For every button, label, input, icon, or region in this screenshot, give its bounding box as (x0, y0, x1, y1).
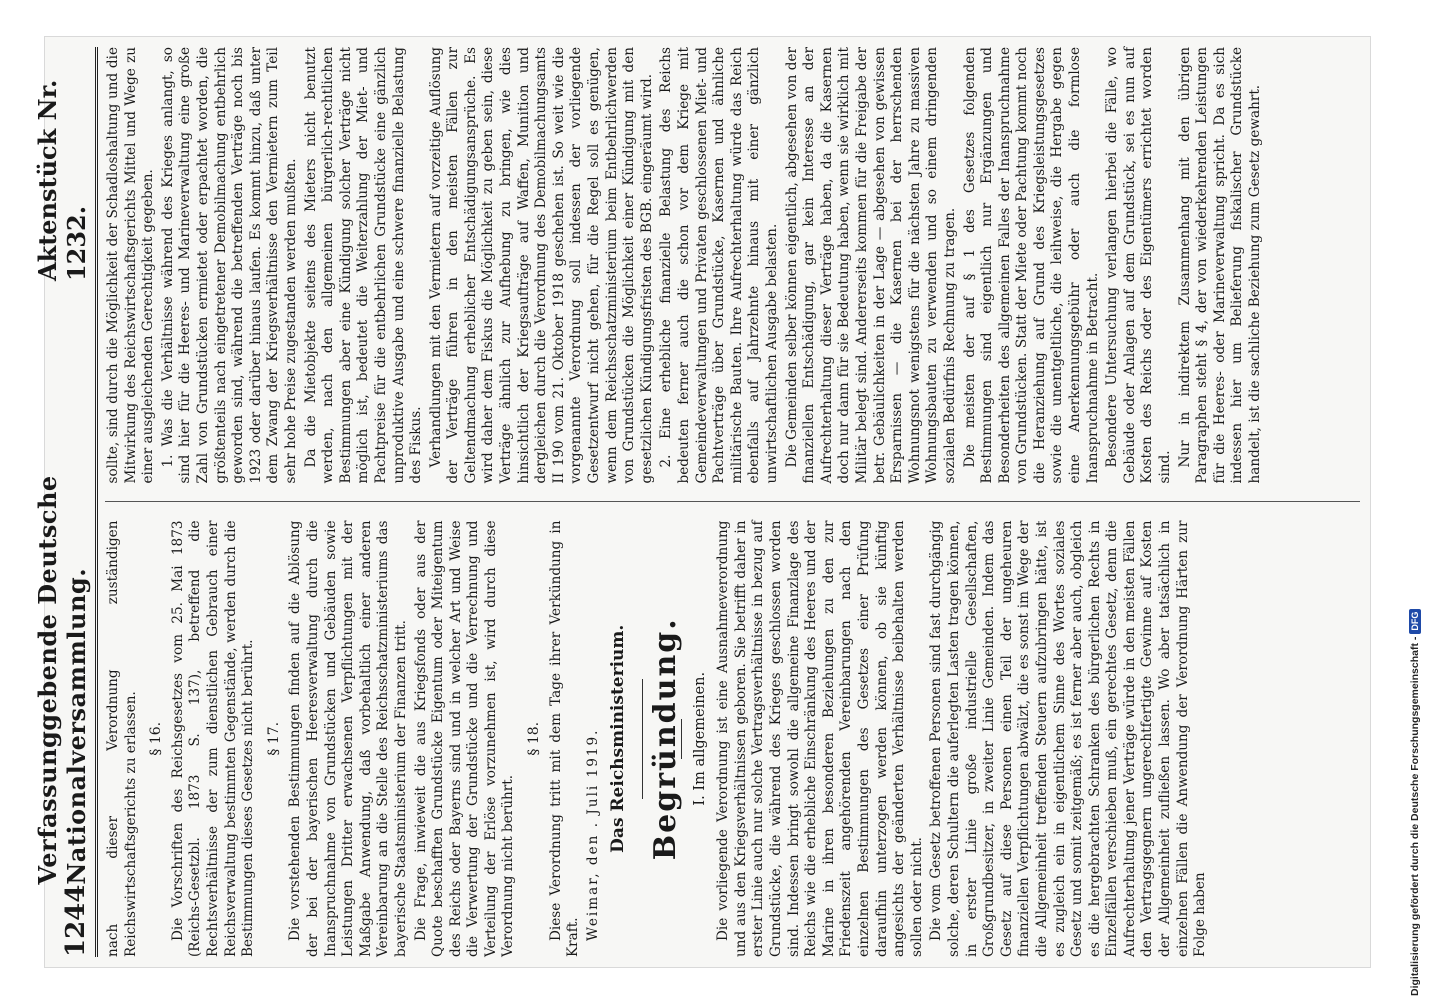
place-date-line: Weimar, den . Juli 1919. (584, 728, 601, 941)
paragraph: Die Gemeinden selber können eigentlich, abgesehen von der finanziellen Entschädigung, gar kein Interesse an der Aufrechterhaltung dieser Verträge haben, da die Kasernen doch nur dann für sie Bedeutung haben, wenn sie wirklich mit Militär belegt sind. Andererseits kommen für die Freigabe der betr. Gebäulichkeiten in der Lage — abgesehen von gewissen Ersparnissen — die Kasernen bei der herrschenden Wohnungsnot wenigstens für die nächsten Jahre zu massiven Wohnungsbauten zu verwenden und so einem dringenden sozialen Bedürfnis Rechnung zu tragen. (783, 47, 958, 484)
paragraph: Verhandlungen mit den Vermietern auf vorzeitige Auflösung der Verträge führen in den meisten Fällen zur Geltendmachung erheblicher Entschädigungsansprüche. Es wird daher dem Fiskus die Möglichkeit zu geben sein, diese Verträge ähnlich zur Aufhebung zu bringen, wie dies hinsichtlich der Kriegsaufträge auf Waffen, Munition und dergleichen durch die Verordnung des Demobilmachungsamts II 190 vom 21. Oktober 1918 geschehen ist. So weit wie die vorgenannte Verordnung soll indessen der vorliegende Gesetzentwurf nicht gehen, für die Regel soll es genügen, wenn dem Reichsschatzministerium beim Entbehrlichwerden von Grundstücken die Möglichkeit einer Kündigung mit den gesetzlichen Kündigungsfristen des BGB. eingeräumt wird. (427, 47, 655, 484)
caption-text: Digitalisierung gefördert durch die Deutsche Forschungsgemeinschaft - (1409, 636, 1421, 996)
paragraph: Die vorstehenden Bestimmungen finden auf die Ablösung der bei der bayerischen Heeresverwaltung durch die Inanspruchnahme von Grundstücken und Gebäuden sowie Leistungen Dritter erwachsenen Verpflichtungen mit der Maßgabe Anwendung, daß vorbehaltlich einer anderen Vereinbarung an die Stelle des Reichsschatzministeriums das bayerische Staatsministerium der Finanzen tritt. (287, 520, 409, 957)
section-heading: § 18. (526, 721, 543, 756)
signatory: Das Reichsministerium. (608, 624, 629, 853)
paragraph: sollte, sind durch die Möglichkeit der Schadloshaltung und die Mitwirkung des Reichswirtschaftsgerichts Mittel und Wege zu einer ausgleichenden Gerechtigkeit gegeben. (105, 47, 157, 484)
left-column (105, 521, 1360, 958)
section-heading: § 17. (265, 721, 282, 756)
page-header (33, 47, 98, 957)
right-column (105, 47, 1360, 484)
dfg-logo: DFG (1409, 609, 1421, 634)
paragraph: 2. Eine erhebliche finanzielle Belastung des Reichs bedeuten ferner auch die schon vor dem Kriege mit Gemeindeverwaltungen und Privaten geschlossenen Miet- und Pachtverträge über Grundstücke, Kasernen und ähnliche militärische Bauten. Ihre Aufrechterhaltung würde das Reich ebenfalls auf Jahrzehnte hinaus mit einer gänzlich unwirtschaftlichen Ausgabe belasten. (658, 47, 780, 484)
document-page (33, 37, 1370, 967)
paragraph: Die vorliegende Verordnung ist eine Ausnahmeverordnung und aus den Kriegsverhältnissen geboren. Sie betrifft daher in erster Linie auch nur solche Vertragsverhältnisse in bezug auf Grundstücke, die während des Krieges geschlossen worden sind. Indessen bringt sowohl die allgemeine Finanzlage des Reichs wie die erhebliche Einschränkung des Heeres und der Marine in ihren besonderen Beziehungen zu den zur Friedenszeit angehörenden Vereinbarungen nach den einzelnen Bestimmungen des Gesetzes einer Prüfung daraufhin unterzogen werden können, ob sie künftig angesichts der geänderten Verhältnisse beibehalten werden sollen oder nicht. (715, 520, 925, 957)
paragraph: Die vom Gesetz betroffenen Personen sind fast durchgängig solche, deren Schultern die auferlegten Lasten tragen können, in erster Linie große industrielle Gesellschaften, Großgrundbesitzer, in zweiter Linie Gemeinden. Indem das Gesetz auf diese Personen einen Teil der ungeheuren finanziellen Verpflichtungen abwälzt, die es sonst im Wege der die Allgemeinheit treffenden Steuern aufzubringen hätte, ist es zugleich ein in eigentlichem Sinne des Wortes soziales Gesetz und somit zeitgemäß; es ist ferner aber auch, obgleich es die hergebrachten Schranken des bürgerlichen Rechts in Einzelfällen verschieben muß, ein gerechtes Gesetz, denn die Aufrechterhaltung jener Verträge würde in den meisten Fällen den Vertragsgegnern ungerechtfertigte Gewinne auf Kosten der Allgemeinheit zufließen lassen. Wo aber tatsächlich in einzelnen Fällen die Anwendung der Verordnung Härten zur Folge haben (928, 520, 1209, 957)
main-heading: Begründung. (648, 617, 684, 861)
document-reference: Aktenstück Nr. 1232. (33, 79, 91, 282)
paragraph: Besondere Untersuchung verlangen hierbei die Fälle, wo Gebäude oder Anlagen auf dem Grundstück, sei es nun auf Kosten des Reichs oder des Eigentümers errichtet worden sind. (1104, 47, 1174, 484)
paragraph: Die meisten der auf § 1 des Gesetzes folgenden Bestimmungen sind eigentlich nur Ergänzungen und Besonderheiten des allgemeinen Falles der Inanspruchnahme von Grundstücken. Statt der Miete oder Pachtung kommt noch die Heranziehung auf Grund des Kriegsleistungsgesetzes sowie die unentgeltliche, die leihweise, die Hergabe gegen eine Anerkennungsgebühr oder auch die formlose Inanspruchnahme in Betracht. (961, 47, 1101, 484)
section-heading: § 16. (148, 721, 165, 756)
paragraph: Die Frage, inwieweit die aus Kriegsfonds oder aus der Quote beschafften Grundstücke Eigentum oder Miteigentum des Reichs oder Bayerns sind und in welcher Art und Weise die Verwertung der Grundstücke und die Verrechnung und Verteilung der Erlöse vorzunehmen ist, wird durch diese Verordnung nicht berührt. (412, 520, 517, 957)
text-columns (105, 47, 1360, 957)
paragraph: Da die Mietobjekte seitens des Mieters nicht benutzt werden, nach den allgemeinen bürgerlich-rechtlichen Bestimmungen aber eine Kündigung solcher Verträge nicht möglich ist, bedeutet die Weiterzahlung der Miet- und Pachtpreise für die entbehrlichen Grundstücke eine gänzlich unproduktive Ausgabe und eine schwere finanzielle Belastung des Fiskus. (302, 47, 425, 484)
subheading: I. Im allgemeinen. (691, 671, 708, 806)
paragraph: Die Vorschriften des Reichsgesetzes vom 25. Mai 1873 (Reichs-Gesetzbl. 1873 S. 137), betreffend die Rechtsverhältnisse der zum dienstlichen Gebrauch einer Reichsverwaltung bestimmten Gegenstände, werden durch die Bestimmungen dieses Gesetzes nicht berührt. (169, 520, 257, 957)
paragraph: Nur in indirektem Zusammenhang mit den übrigen Paragraphen steht § 4, der von wiederkehrenden Leistungen für die Heeres- oder Marineverwaltung spricht. Da es sich indessen hier um Belieferung fiskalischer Grundstücke handelt, ist die sachliche Beziehung zum Gesetz gewahrt. (1176, 47, 1263, 484)
paragraph: Diese Verordnung tritt mit dem Tage ihrer Verkündung in Kraft. (547, 520, 582, 957)
paragraph: 1. Was die Verhältnisse während des Krieges anlangt, so sind hier für die Heeres- und Marineverwaltung eine große Zahl von Grundstücken ermietet oder erpachtet worden, die größtenteils nach eingetretener Demobilmachung entbehrlich geworden sind, während die betreffenden Verträge noch bis 1923 oder darüber hinaus laufen. Es kommt hinzu, daß unter dem Zwang der Kriegsverhältnisse den Vermietern zum Teil sehr hohe Preise zugestanden werden mußten. (159, 47, 299, 484)
paragraph: nach dieser Verordnung zuständigen Reichswirtschaftsgerichts zu erlassen. (105, 520, 139, 957)
digitization-caption (1409, 6, 1421, 996)
page-number: 1244 (61, 884, 91, 957)
column-rule (105, 502, 1360, 503)
divider (642, 679, 643, 799)
page-title: Verfassunggebende Deutsche Nationalversammlung. (33, 475, 91, 885)
